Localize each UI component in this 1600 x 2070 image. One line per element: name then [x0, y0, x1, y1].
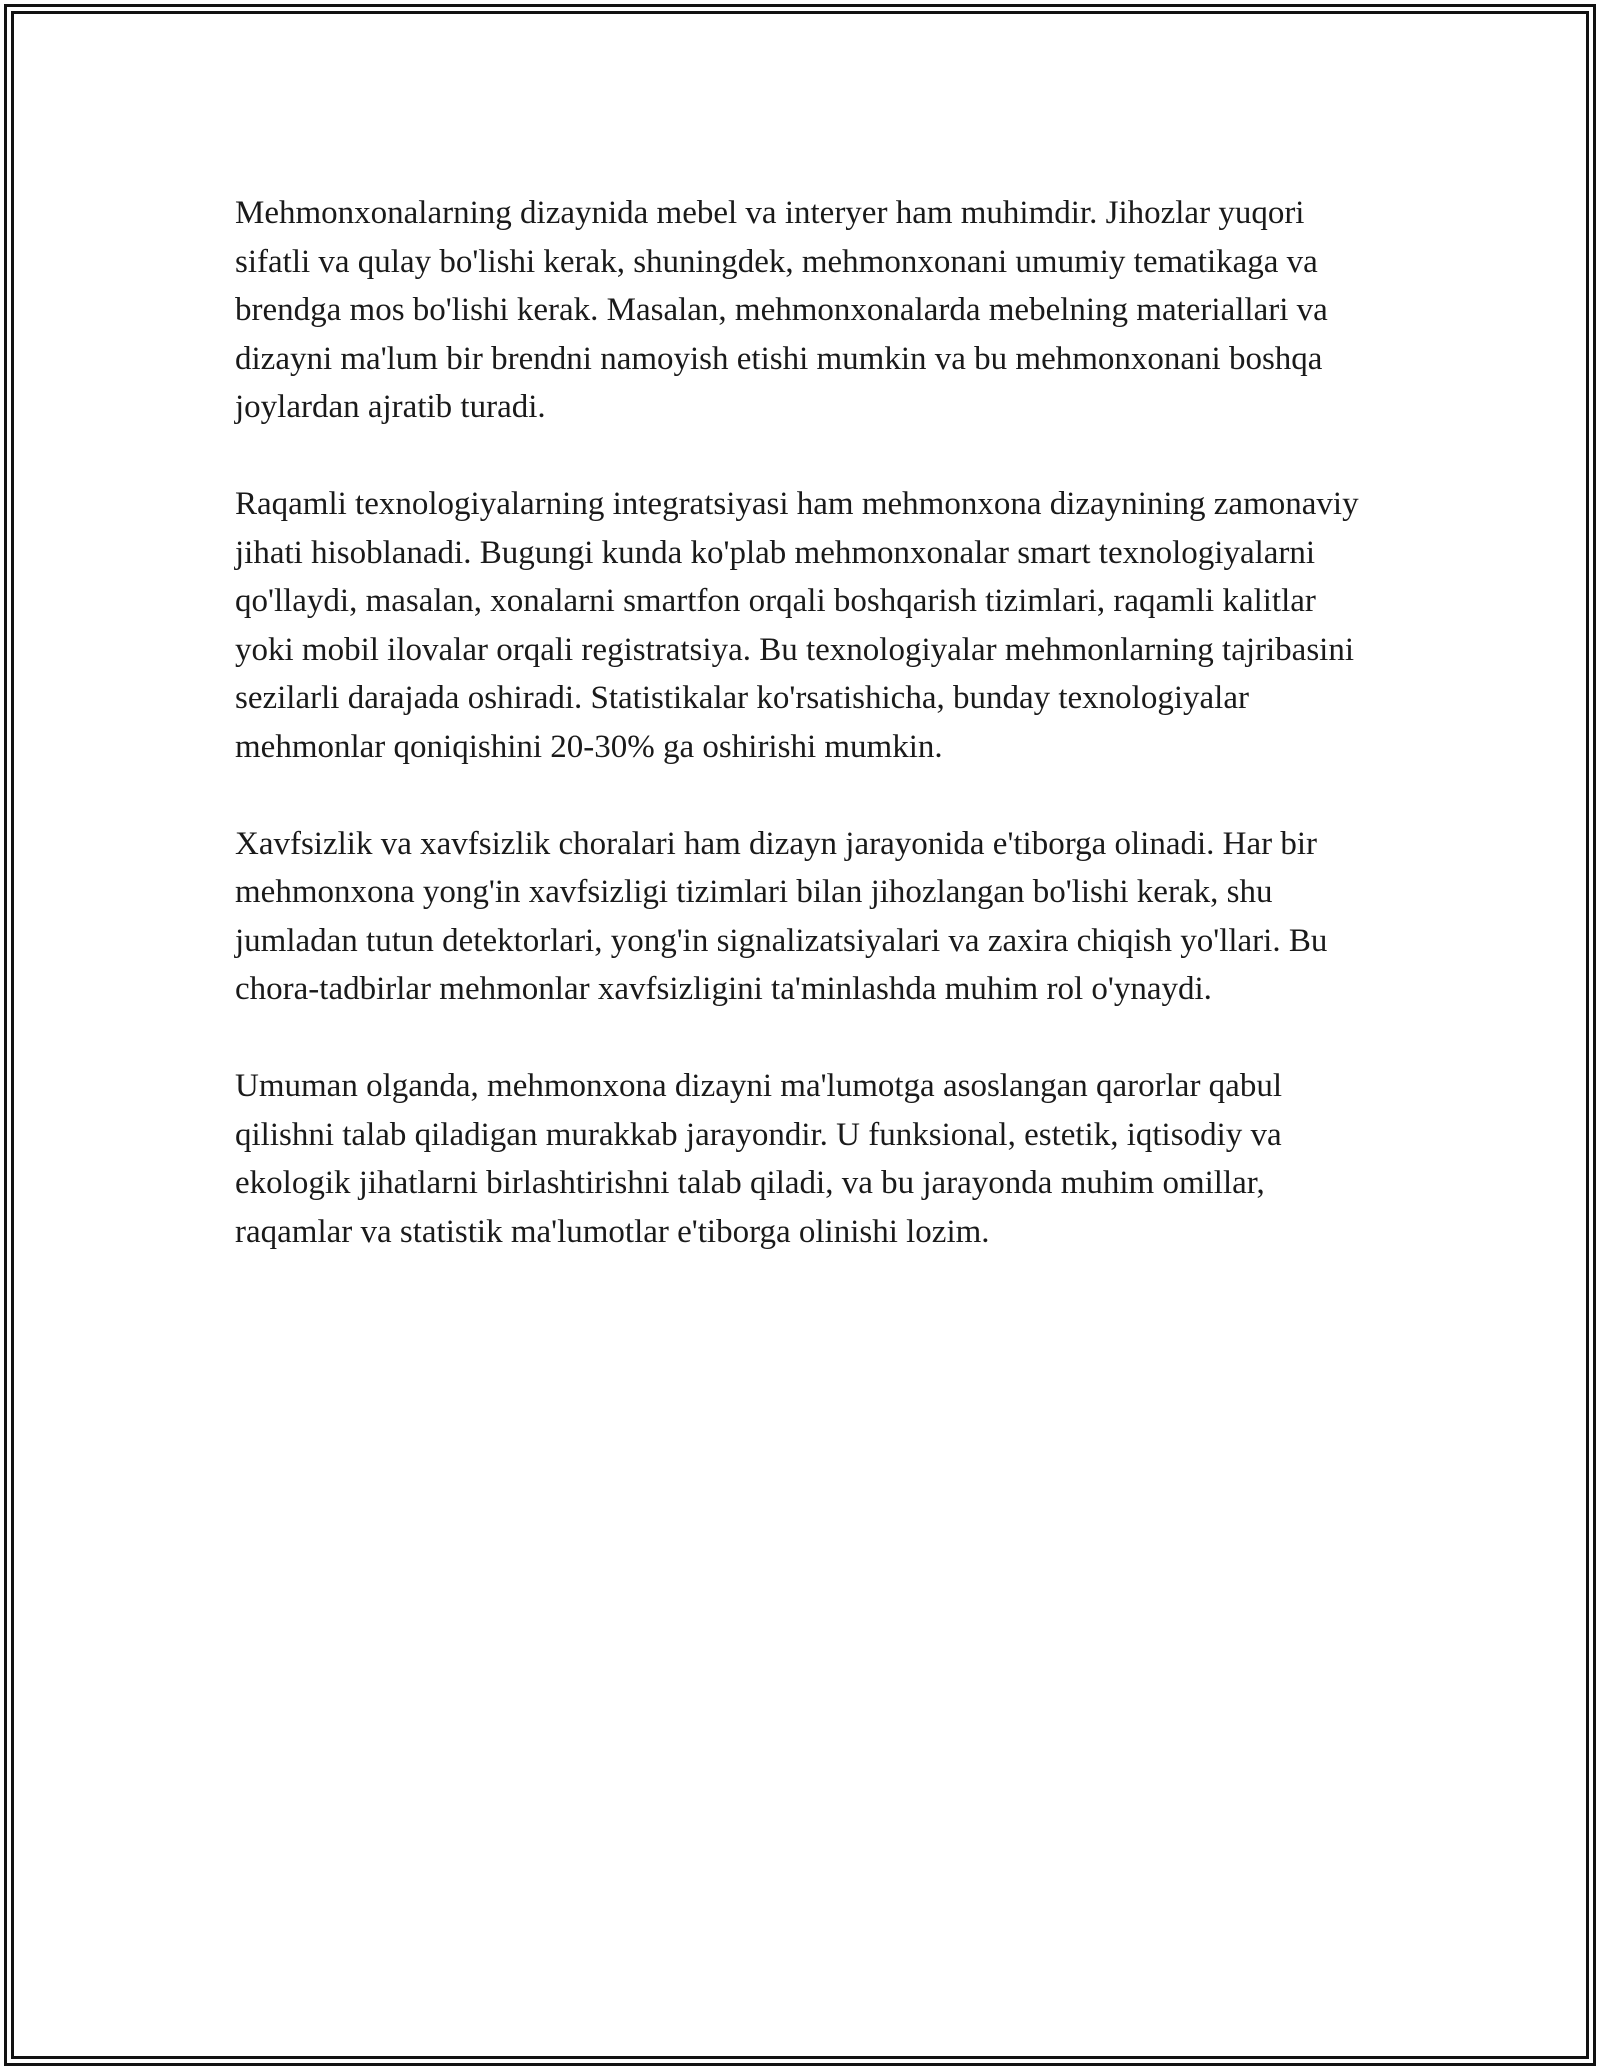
paragraph-digital-technologies: Raqamli texnologiyalarning integratsiyasi ham mehmonxona dizaynining zamonaviy jihati hisoblanadi. Bugungi kunda ko'plab mehmonxonalar smart texnologiyalarni qo'llaydi, masalan, xonalarni smartfon orqali boshqarish tizimlari, raqamli kalitlar yoki mobil ilovalar orqali registratsiya. Bu texnologiyalar mehmonlarning tajribasini sezilarli darajada oshiradi. Statistikalar ko'rsatishicha, bunday texnologiyalar mehmonlar qoniqishini 20-30% ga oshirishi mumkin. [235, 486, 1359, 765]
document-body [235, 189, 1365, 1305]
paragraph-furniture-interior: Mehmonxonalarning dizaynida mebel va interyer ham muhimdir. Jihozlar yuqori sifatli va qulay bo'lishi kerak, shuningdek, mehmonxonani umumiy tematikaga va brendga mos bo'lishi kerak. Masalan, mehmonxonalarda mebelning materiallari va dizayni ma'lum bir brendni namoyish etishi mumkin va bu mehmonxonani boshqa joylardan ajratib turadi. [235, 195, 1328, 425]
paragraph-safety-measures: Xavfsizlik va xavfsizlik choralari ham dizayn jarayonida e'tiborga olinadi. Har bir mehmonxona yong'in xavfsizligi tizimlari bilan jihozlangan bo'lishi kerak, shu jumladan tutun detektorlari, yong'in signalizatsiyalari va zaxira chiqish yo'llari. Bu chora-tadbirlar mehmonlar xavfsizligini ta'minlashda muhim rol o'ynaydi. [235, 825, 1328, 1007]
paragraph-conclusion: Umuman olganda, mehmonxona dizayni ma'lumotga asoslangan qarorlar qabul qilishni talab qiladigan murakkab jarayondir. U funksional, estetik, iqtisodiy va ekologik jihatlarni birlashtirishni talab qiladi, va bu jarayonda muhim omillar, raqamlar va statistik ma'lumotlar e'tiborga olinishi lozim. [235, 1068, 1282, 1250]
